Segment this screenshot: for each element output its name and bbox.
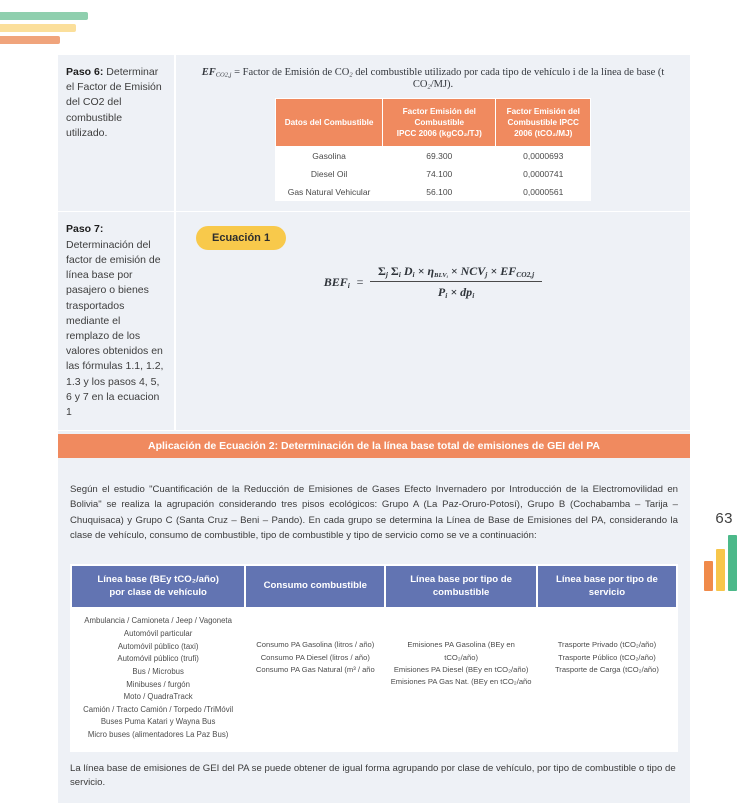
yellow-bar bbox=[716, 549, 725, 591]
header-line-2: por clase de vehículo bbox=[109, 586, 207, 598]
list-item: Trasporte de Carga (tCO₂/año) bbox=[554, 665, 659, 675]
cell-kgco2-tj: 69.300 bbox=[383, 147, 496, 166]
fuel-consumption-list bbox=[250, 615, 380, 676]
column-header-tco2-mj bbox=[496, 99, 591, 147]
step-body-paso-6 bbox=[176, 55, 690, 211]
table-row bbox=[276, 183, 591, 201]
column-header-fuel bbox=[276, 99, 383, 147]
column-header-kgco2-tj bbox=[383, 99, 496, 147]
list-item: Automóvil público (taxi) bbox=[117, 641, 199, 651]
column-header-baseline-by-fuel bbox=[385, 565, 537, 609]
cell-kgco2-tj: 74.100 bbox=[383, 165, 496, 183]
cell-fuel-name: Diesel Oil bbox=[276, 165, 383, 183]
formula-text-end: /MJ). bbox=[430, 78, 454, 90]
step-row-paso-7 bbox=[58, 212, 690, 431]
header-line-2: IPCC 2006 (kgCO₂/TJ) bbox=[396, 129, 482, 139]
step-strong-paso-7: Paso 7: bbox=[66, 223, 104, 236]
column-header-vehicle-class bbox=[71, 565, 245, 609]
header-line-1: Factor Emisión del Combustible bbox=[402, 107, 476, 128]
list-item: Emisiones PA Gas Nat. (BEy en tCO₂/año bbox=[390, 677, 532, 687]
green-bar bbox=[0, 12, 88, 20]
step-body-paso-7 bbox=[176, 212, 690, 430]
footer-note: La línea base de emisiones de GEI del PA se puede obtener de igual forma agrupando por clase de vehículo, por tipo de combustible o tipo de servicio. bbox=[70, 762, 676, 789]
list-item: Consumo PA Gas Natural (m³ / año bbox=[255, 665, 375, 675]
equation-fraction bbox=[370, 264, 542, 300]
equation-denominator: $P_i \times dp_i$ bbox=[437, 285, 475, 301]
section-banner: Aplicación de Ecuación 2: Determinación de la línea base total de emisiones de GEI del PA bbox=[58, 434, 690, 458]
step-text-paso-7: Determinación del factor de emisión de línea base por pasajero o bienes trasportados mediante el remplazo de los valores obtenidos en las fórmulas 1.1, 1.2, 1.3 y los pasos 4, 5, 6 y 7 en la ecuacion 1 bbox=[66, 238, 164, 419]
cell-baseline-by-fuel-list bbox=[385, 608, 537, 750]
header-line-1: Consumo combustible bbox=[263, 580, 367, 592]
step-label-paso-6 bbox=[58, 55, 176, 211]
equation-lhs bbox=[324, 275, 350, 290]
column-header-fuel-consumption bbox=[245, 565, 385, 609]
step-label-paso-7 bbox=[58, 212, 176, 430]
formula-subscript: CO2,j bbox=[215, 71, 232, 79]
header-line-1: Datos del Combustible bbox=[284, 118, 374, 128]
orange-bar bbox=[704, 561, 713, 591]
page-number: 63 bbox=[715, 510, 733, 527]
header-line-2: combustible bbox=[432, 586, 490, 598]
content-panel bbox=[58, 55, 690, 803]
cell-fuel-name: Gasolina bbox=[276, 147, 383, 166]
cell-vehicle-class-list bbox=[71, 608, 245, 750]
equation-badge: Ecuación 1 bbox=[196, 226, 286, 250]
formula-text-tail: del combustible utilizado por cada tipo de vehículo i de la línea de base (t CO bbox=[352, 67, 665, 90]
table-header-row bbox=[276, 99, 591, 147]
formula-text: = Factor de Emisión de CO bbox=[231, 67, 350, 78]
equation-1-display bbox=[182, 250, 684, 310]
cell-baseline-by-service-list bbox=[537, 608, 677, 750]
baseline-by-service-list bbox=[542, 615, 672, 676]
equation-lhs-sub: i bbox=[347, 280, 350, 290]
vehicle-class-list bbox=[76, 615, 240, 741]
column-header-baseline-by-service bbox=[537, 565, 677, 609]
formula-co2-sub: 2 bbox=[349, 71, 353, 79]
equation-lhs-symbol: BEF bbox=[323, 274, 348, 289]
orange-bar bbox=[0, 36, 60, 44]
table-row bbox=[276, 147, 591, 166]
cell-fuel-consumption-list bbox=[245, 608, 385, 750]
cell-fuel-name: Gas Natural Vehicular bbox=[276, 183, 383, 201]
baseline-grouping-table bbox=[70, 564, 678, 752]
fuel-emission-factor-table bbox=[275, 98, 591, 201]
header-line-1: Factor Emisión del bbox=[506, 107, 580, 117]
step-text-paso-6: Determinar el Factor de Emisión del CO2 del combustible utilizado. bbox=[66, 66, 162, 139]
cell-kgco2-tj: 56.100 bbox=[383, 183, 496, 201]
header-line-2: Combustible IPCC bbox=[507, 118, 579, 128]
list-item: Trasporte Público (tCO₂/año) bbox=[558, 652, 656, 662]
header-line-1: Línea base (BEy tCO₂/año) bbox=[97, 573, 219, 585]
equation-equals: = bbox=[355, 274, 364, 289]
header-line-1: Línea base por tipo de servicio bbox=[556, 573, 658, 598]
cell-tco2-mj: 0,0000561 bbox=[496, 183, 591, 201]
list-item: Bus / Microbus bbox=[132, 666, 184, 676]
equation-numerator: $\Sigma_j$ $\Sigma_i$ $D_i \times \eta_{BLV_i} \times NCV_j \times EF_{CO2,j}$ bbox=[370, 264, 542, 282]
step-strong-paso-6: Paso 6: bbox=[66, 66, 104, 78]
yellow-bar bbox=[0, 24, 76, 32]
list-item: Micro buses (alimentadores La Paz Bus) bbox=[87, 730, 229, 740]
table-header-row bbox=[71, 565, 677, 609]
formula-caption bbox=[182, 67, 684, 90]
header-line-1: Línea base por tipo de bbox=[410, 573, 513, 585]
table-row bbox=[71, 608, 677, 750]
list-item: Trasporte Privado (tCO₂/año) bbox=[557, 640, 657, 650]
intro-paragraph: Según el estudio "Cuantificación de la Reducción de Emisiones de Gases Efecto Invernadero por Introducción de la Electromovilidad en Bolivia" se realiza la agrupación considerando tres pisos ecológicos: Grupo A (La Paz-Oruro-Potosí), Grupo B (Cochabamba – Tarija – Chuquisaca) y Grupo C (Santa Cruz – Beni – Pando). En cada grupo se determina la Línea de Base de Emisiones del PA, considerando la clase de vehículo, consumo de combustible, tipo de combustible y tipo de servicio como se ve a continuación: bbox=[70, 483, 678, 542]
header-line-3: 2006 (tCO₂/MJ) bbox=[514, 129, 573, 139]
step-row-paso-6 bbox=[58, 55, 690, 212]
cell-tco2-mj: 0,0000693 bbox=[496, 147, 591, 166]
list-item: Buses Puma Katari y Wayna Bus bbox=[100, 717, 216, 727]
list-item: Ambulancia / Camioneta / Jeep / Vagoneta bbox=[84, 616, 232, 626]
list-item: Automóvil particular bbox=[123, 629, 193, 639]
list-item: Emisiones PA Gasolina (BEy en tCO₂/año) bbox=[407, 640, 515, 662]
list-item: Consumo PA Diesel (litros / año) bbox=[260, 652, 370, 662]
formula-tail-sub: 2 bbox=[427, 83, 431, 91]
decorative-top-bars bbox=[0, 12, 120, 48]
list-item: Moto / QuadraTrack bbox=[123, 692, 193, 702]
formula-symbol: EF bbox=[201, 67, 216, 78]
baseline-by-fuel-list bbox=[390, 615, 532, 688]
list-item: Minibuses / furgón bbox=[126, 679, 190, 689]
green-bar bbox=[728, 535, 737, 591]
list-item: Camión / Tracto Camión / Torpedo /TriMóvil bbox=[83, 704, 234, 714]
decorative-bottom-bars bbox=[704, 531, 737, 591]
table-row bbox=[276, 165, 591, 183]
list-item: Automóvil público (trufi) bbox=[117, 654, 199, 664]
list-item: Consumo PA Gasolina (litros / año) bbox=[256, 640, 375, 650]
list-item: Emisiones PA Diesel (BEy en tCO₂/año) bbox=[393, 665, 529, 675]
cell-tco2-mj: 0,0000741 bbox=[496, 165, 591, 183]
